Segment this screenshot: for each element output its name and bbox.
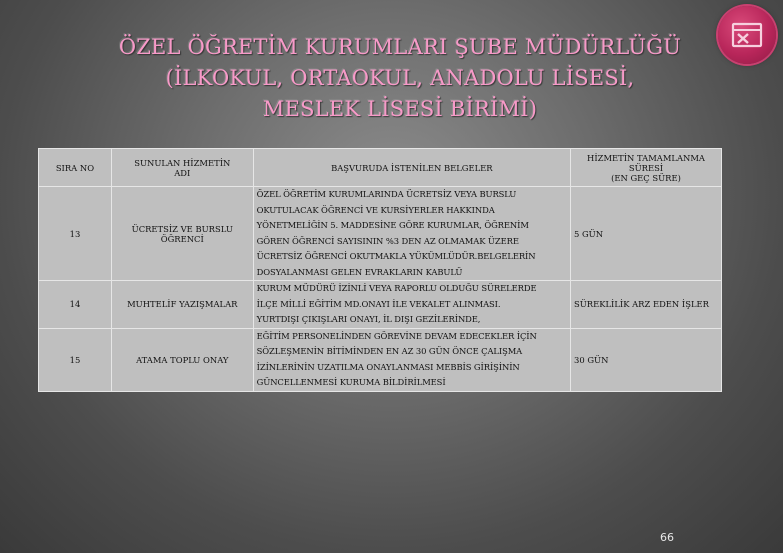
header-sira-no: SIRA NO (39, 149, 112, 187)
document-line: İLÇE MİLLİ EĞİTİM MD.ONAYI İLE VEKALET ALINMASI. (256, 298, 501, 309)
title-line-3: MESLEK LİSESİ BİRİMİ) (262, 97, 538, 121)
document-line: SÖZLEŞMENİN BİTİMİNDEN EN AZ 30 GÜN ÖNCE ÇALIŞMA (256, 346, 523, 356)
row-number: 13 (39, 187, 112, 281)
document-line: YÖNETMELİĞİN 5. MADDESİNE GÖRE KURUMLAR, ÖĞRENİM (256, 220, 529, 230)
row-documents (253, 187, 570, 281)
document-line: ÜCRETSİZ ÖĞRENCİ OKUTMAKLA YÜKÜMLÜDÜR.BELGELERİN (256, 251, 536, 261)
header-belgeler: BAŞVURUDA İSTENİLEN BELGELER (253, 149, 570, 187)
document-line: DOSYALANMASI GELEN EVRAKLARIN KABULÜ (256, 266, 463, 277)
document-line: GÖREN ÖĞRENCİ SAYISININ %3 DEN AZ OLMAMAK ÜZERE (256, 235, 519, 246)
row-service-name (111, 187, 253, 281)
row-documents (253, 328, 570, 391)
exit-presentation-icon (718, 6, 776, 64)
row-number: 14 (39, 281, 112, 329)
document-line: GÜNCELLENMESİ KURUMA BİLDİRİLMESİ (256, 377, 446, 387)
table-row (39, 328, 722, 391)
page-number: 66 (660, 531, 674, 544)
services-table (38, 148, 722, 392)
title-line-2: (İLKOKUL, ORTAOKUL, ANADOLU LİSESİ, (165, 66, 635, 90)
document-line: ÖZEL ÖĞRETİM KURUMLARINDA ÜCRETSİZ VEYA BURSLU (256, 189, 517, 199)
document-line: İZİNLERİNİN UZATILMA ONAYLANMASI MEBBİS GİRİŞİNİN (256, 361, 520, 372)
document-line: OKUTULACAK ÖĞRENCİ VE KURSİYERLER HAKKINDA (256, 204, 495, 215)
exit-presentation-button[interactable] (718, 6, 776, 64)
header-hizmet-adi-line1: SUNULAN HİZMETİN (134, 157, 231, 168)
table-row (39, 281, 722, 329)
header-hizmet-adi (111, 149, 253, 187)
title-line-1: ÖZEL ÖĞRETİM KURUMLARI ŞUBE MÜDÜRLÜĞÜ (118, 35, 682, 59)
header-sure-line2: (EN GEÇ SÜRE) (611, 172, 681, 183)
row-service-name: MUHTELİF YAZIŞMALAR (111, 281, 253, 329)
document-line: EĞİTİM PERSONELİNDEN GÖREVİNE DEVAM EDECEKLER İÇİN (256, 330, 537, 341)
row-duration: SÜREKLİLİK ARZ EDEN İŞLER (571, 281, 722, 329)
document-line: YURTDIŞI ÇIKIŞLARI ONAYI, İL DIŞI GEZİLERİNDE, (256, 314, 481, 324)
header-sure-line1: HİZMETİN TAMAMLANMA SÜRESİ (587, 152, 705, 173)
header-sure (571, 149, 722, 187)
service-name-line1: ÜCRETSİZ VE BURSLU (131, 223, 233, 234)
service-name-line2: ÖĞRENCİ (160, 233, 204, 244)
row-service-name: ATAMA TOPLU ONAY (111, 328, 253, 391)
table-row (39, 187, 722, 281)
document-line: KURUM MÜDÜRÜ İZİNLİ VEYA RAPORLU OLDUĞU SÜRELERDE (256, 283, 537, 293)
row-documents (253, 281, 570, 329)
header-hizmet-adi-line2: ADI (174, 167, 191, 178)
table-header-row (39, 149, 722, 187)
row-number: 15 (39, 328, 112, 391)
row-duration: 30 GÜN (571, 328, 722, 391)
row-duration: 5 GÜN (571, 187, 722, 281)
slide-title (40, 32, 760, 125)
